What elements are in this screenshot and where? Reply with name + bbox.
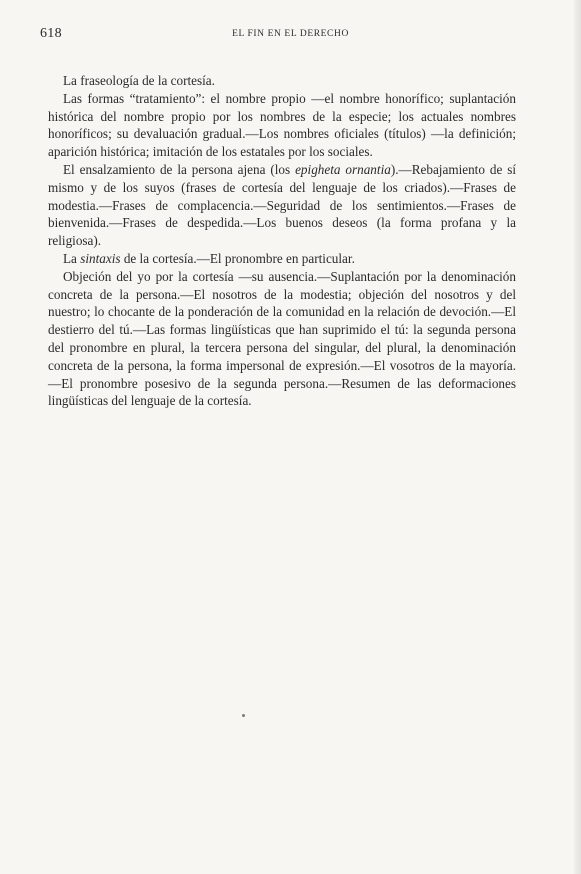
- running-head: EL FIN EN EL DERECHO: [232, 29, 349, 39]
- italic-term: sintaxis: [80, 250, 121, 266]
- paragraph-text-before: La: [63, 250, 81, 266]
- italic-term: epigheta ornantia: [295, 161, 391, 177]
- paragraph-pronombre: [48, 268, 516, 410]
- paragraph-text: Las formas “tratamiento”: el nombre propio —el nombre honorífico; suplantación histórica del nombre propio por los nombres de la especie; los actuales nombres honoríficos; su devaluación gradual.—Los nombres oficiales (títulos) —la definición; aparición histórica; imitación de los estatales por los sociales.: [48, 90, 516, 160]
- print-speck: [242, 714, 245, 717]
- page-edge-shadow: [574, 0, 581, 874]
- paragraph-sintaxis: [48, 250, 516, 268]
- paragraph-tratamiento: [48, 90, 516, 161]
- paragraph-text-after: de la cortesía.—El pronombre en particular.: [120, 250, 355, 266]
- paragraph-text-before: El ensalzamiento de la persona ajena (los: [63, 161, 296, 177]
- page-body: [48, 72, 516, 410]
- page-number: 618: [40, 26, 62, 41]
- paragraph-ensalzamiento: [48, 161, 516, 250]
- paragraph-text-after: ).—Rebajamiento de sí mismo y de los suyos (frases de cortesía del lenguaje de los criados).—Frases de modestia.—Frases de complacencia.—Seguridad de los sentimientos.—Frases de bienvenida.—Frases de despedida.—Los buenos deseos (la forma profana y la religiosa).: [48, 161, 516, 249]
- paragraph-text: La fraseología de la cortesía.: [63, 73, 215, 88]
- paragraph-text: Objeción del yo por la cortesía —su ausencia.—Suplantación por la denominación concreta de la persona.—El nosotros de la modestia; objeción del nosotros y del nuestro; lo chocante de la ponderación de la comunidad en la relación de devoción.—El destierro del tú.—Las formas lingüísticas que han suprimido el tú: la segunda persona del pronombre en plural, la tercera persona del singular, del plural, la denominación concreta de la persona, la forma impersonal de expresión.—El vosotros de la mayoría.—El pronombre posesivo de la segunda persona.—Resumen de las deformaciones lingüísticas del lenguaje de la cortesía.: [48, 268, 516, 409]
- paragraph-fraseologia: [48, 72, 516, 90]
